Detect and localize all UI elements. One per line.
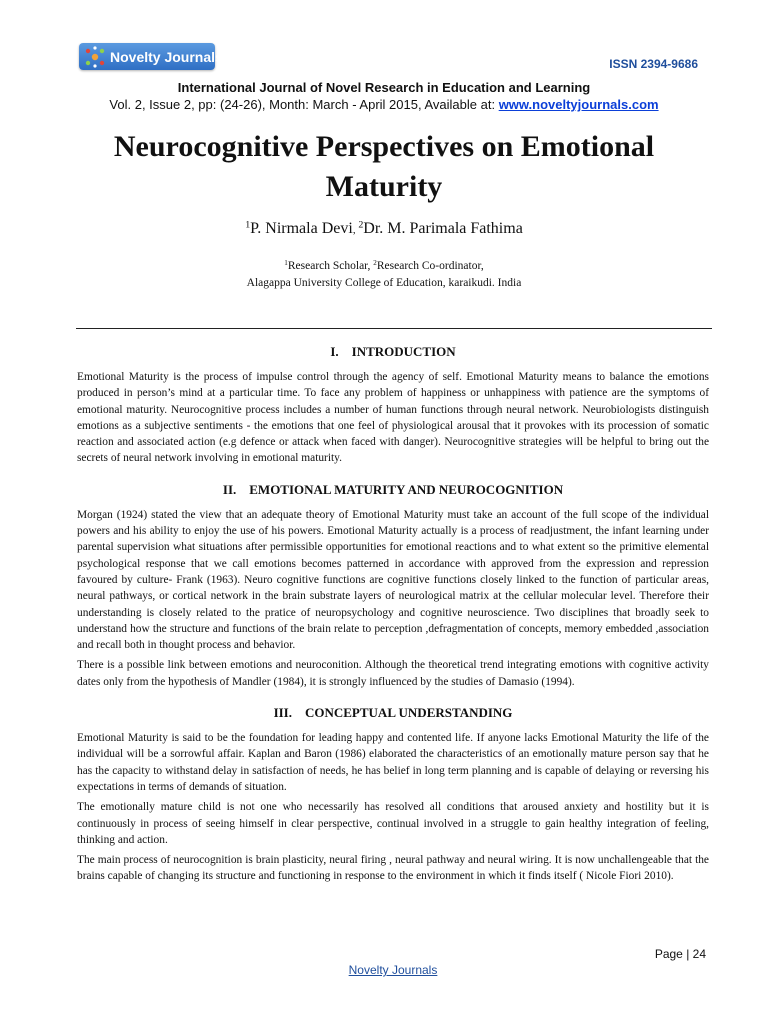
paragraph: Emotional Maturity is the process of impulse control through the agency of self. Emotional Maturity means to balance the emotions produced in person’s mind at a particular time. To face any problem of happiness or unhappiness with patience are the symptoms of emotional maturity. Neurocognitive process includes a number of human functions through neural network. Neurobiologists distinguish emotions as a subjective sentiments - the emotions that one feel of physiological arousal that it provokes with its procession of somatic reaction and associated action (e.g defence or attack when faced with danger). Neurocognitive strategies will be helpful to bring out the secrets of neural network involving in emotional maturity. xyxy=(77,371,709,465)
paragraph: There is a possible link between emotions and neuroconition. Although the theoretical trend integrating emotions with cognitive activity dates only from the hypothesis of Mandler (1984), it is strongly influenced by the studies of Damasio (1994). xyxy=(77,659,709,688)
section-heading: I. INTRODUCTION xyxy=(330,344,456,359)
volume-info: Vol. 2, Issue 2, pp: (24-26), Month: March - April 2015, Available at: xyxy=(109,97,499,112)
paragraph: Emotional Maturity is said to be the foundation for leading happy and contented life. If anyone lacks Emotional Maturity the life of the individual will be a sorrowful affair. Kaplan and Baron (1986) elaborated the characteristics of an emotionally mature person say that he has the capacity to withstand delay in satisfaction of needs, he has belief in long term planning and is capable of delaying or reversing his expectations in terms of demands of situation. xyxy=(77,732,709,793)
role1: Research Scholar, xyxy=(287,260,374,272)
volume-line xyxy=(0,97,768,112)
affiliation xyxy=(0,258,768,292)
affiliation-roles xyxy=(0,258,768,275)
role2: Research Co-ordinator, xyxy=(376,260,484,272)
author2-name: Dr. M. Parimala Fathima xyxy=(363,220,523,237)
logo-text: Novelty Journals xyxy=(110,48,223,65)
author1-superscript: 1 xyxy=(245,219,251,231)
footer xyxy=(0,963,768,977)
journal-name: International Journal of Novel Research in Education and Learning xyxy=(177,80,591,95)
institution: Alagappa University College of Education, karaikudi. India xyxy=(246,277,522,289)
role2-superscript: 2 xyxy=(373,259,377,268)
journal-website-link[interactable]: www.noveltyjournals.com xyxy=(498,97,659,112)
header-divider xyxy=(76,328,712,329)
paper-body xyxy=(77,344,709,885)
issn-label: ISSN 2394-9686 xyxy=(609,57,698,71)
paper-title: Neurocognitive Perspectives on Emotional Maturity xyxy=(113,130,655,203)
publisher-link[interactable]: Novelty Journals xyxy=(348,963,438,977)
role1-superscript: 1 xyxy=(284,259,288,268)
paragraph: The main process of neurocognition is brain plasticity, neural firing , neural pathway and neural wiring. It is now unchallengeable that the brains capable of changing its structure and functioning in response to the environment in which it finds itself ( Nicole Fiori 2010). xyxy=(77,854,709,883)
paragraph: The emotionally mature child is not one who necessarily has resolved all conditions that aroused anxiety and hostility but it is continuously in process of seeing himself in clear perspective, continual involved in a struggle to gain healthy integration of feeling, thinking and action. xyxy=(77,801,709,846)
section-heading: II. EMOTIONAL MATURITY AND NEUROCOGNITION xyxy=(222,481,564,497)
author1-name: P. Nirmala Devi xyxy=(250,220,353,237)
novelty-journals-logo xyxy=(79,43,223,70)
paragraph: Morgan (1924) stated the view that an adequate theory of Emotional Maturity must take an account of the full scope of the individual powers and his ability to enjoy the use of his powers. Emotional Maturity actually is a process of readjustment, the infant learning under parental supervision what situations after permissible opportunities for emotional reactions and to what extent so the primitive elemental psychological response that we call emotions becomes patterned in accordance with approved from the expression and repression favoured by culture- Frank (1963). Neuro cognitive functions are cognitive functions closely linked to the function of particular areas, neural pathways, or cortical network in the brain substrate layers of neurological matrix at the cellular molecular level. Therefore their understanding is closely related to the pratice of neuropsychology and cognitive neuroscience. Two disciplines that broadly seek to understand how the structure and functions of the brain relate to perception ,defragmentation of concepts, memory embedded ,association and recall both in thought process and behavior. xyxy=(77,508,709,652)
author2-superscript: 2 xyxy=(358,219,364,231)
author-line xyxy=(0,220,768,238)
molecule-icon xyxy=(83,45,107,69)
author-separator: , xyxy=(352,224,359,236)
section-heading: III. CONCEPTUAL UNDERSTANDING xyxy=(273,705,513,721)
page-number: Page | 24 xyxy=(654,947,706,961)
